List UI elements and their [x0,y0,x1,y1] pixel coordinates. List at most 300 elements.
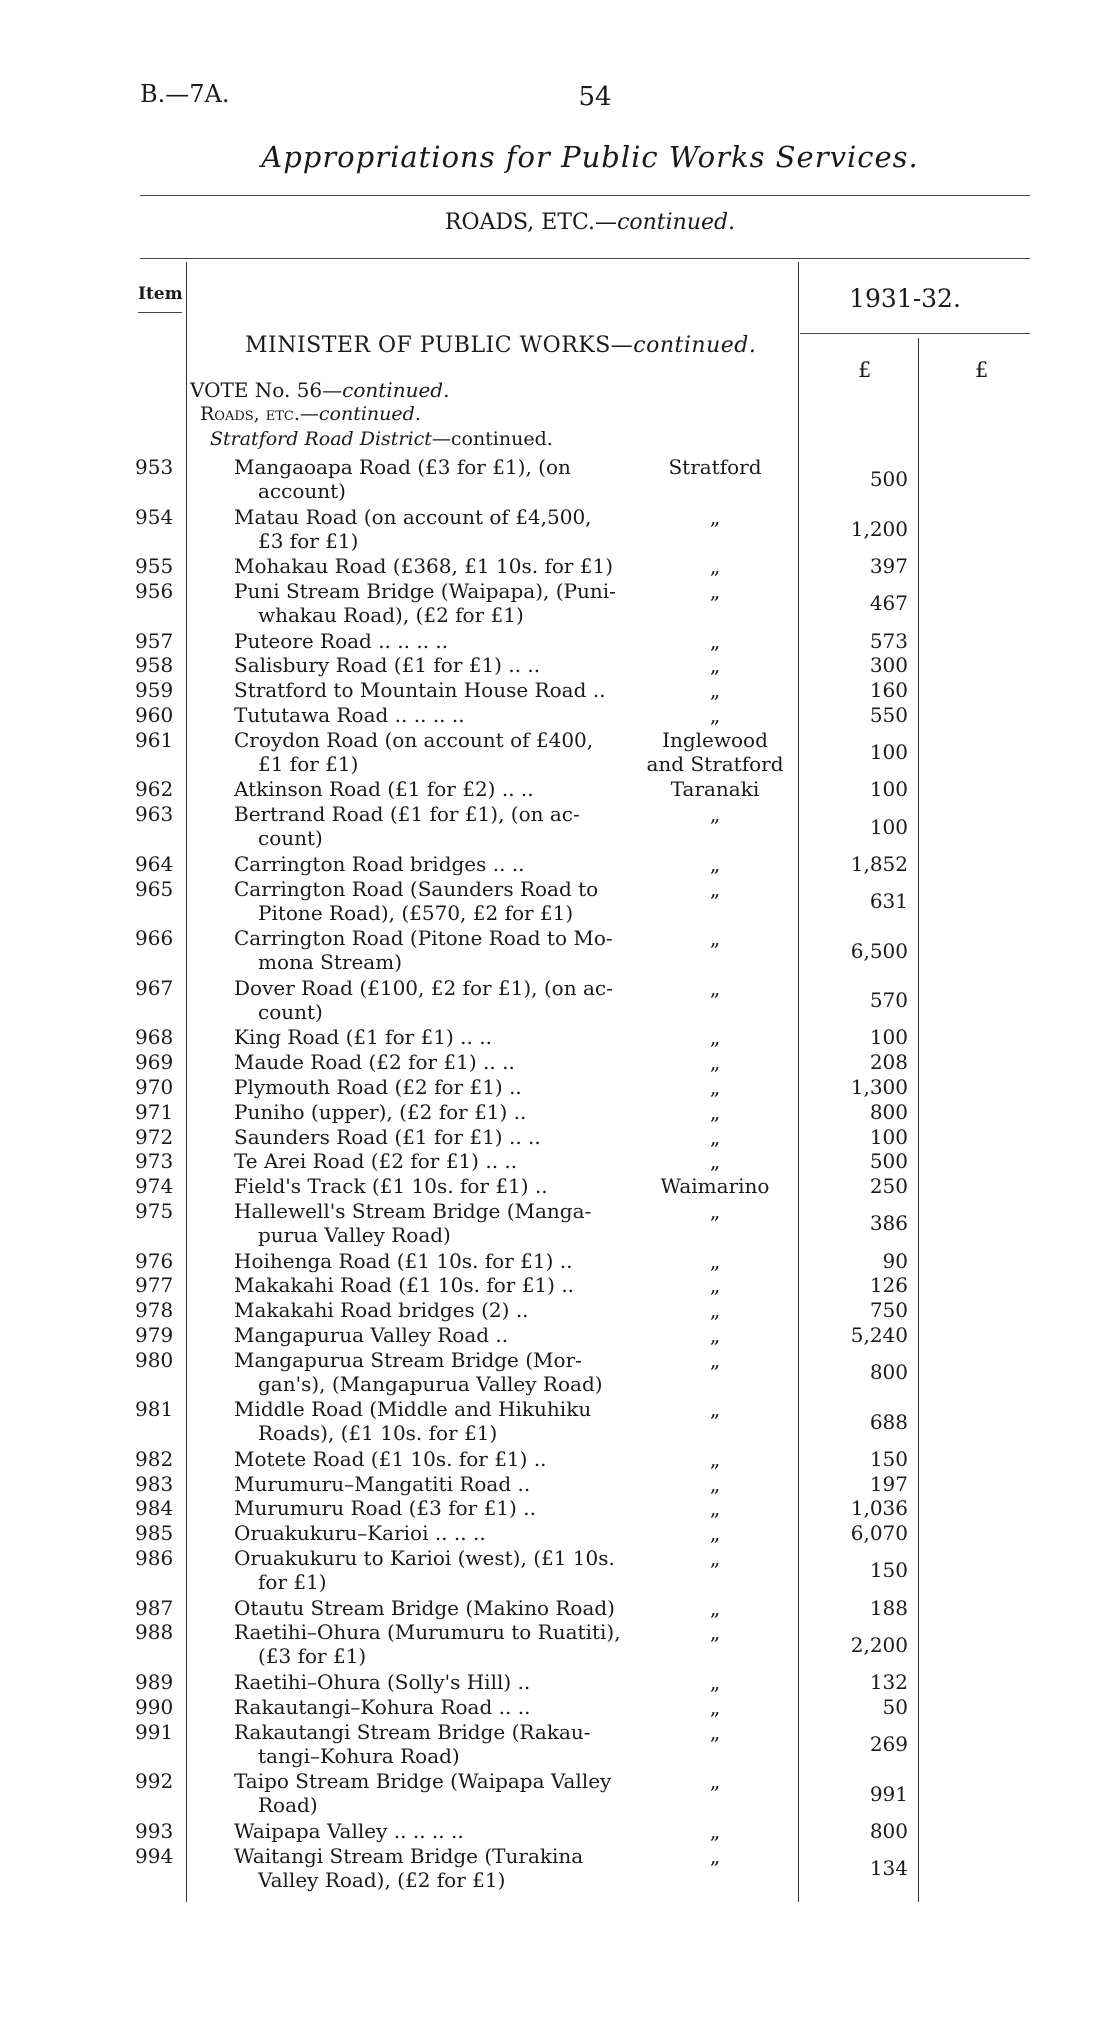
item-amount: 800 [869,1818,908,1843]
table-row [0,1695,1114,1720]
item-number: 983 [135,1471,174,1496]
location-line: „ [709,1769,721,1794]
table-row [0,1050,1114,1075]
item-number: 963 [135,802,174,827]
description-line: mona Stream) [258,950,402,975]
table-row [0,1298,1114,1323]
location-line: „ [709,1322,721,1347]
description-line: purua Valley Road) [258,1222,451,1247]
location-line: Waimarino [660,1174,770,1199]
description-line: Motete Road (£1 10s. for £1) .. [234,1446,547,1471]
item-description [234,1472,626,1496]
description-line: £1 for £1) [258,751,359,776]
item-amount: 500 [869,1149,908,1174]
item-amount: 1,852 [850,851,908,876]
description-line: Maude Road (£2 for £1) .. .. [234,1050,515,1075]
item-amount: 991 [869,1781,908,1806]
item-number: 972 [135,1124,174,1149]
table-row [0,455,1114,505]
location-line: Stratford [668,455,762,479]
location-line: „ [709,1273,721,1298]
description-line: Waipapa Valley .. .. .. .. [234,1818,464,1843]
district-subheading-italic: Stratford Road District— [210,428,451,450]
description-line: Mangaoapa Road (£3 for £1), (on [234,455,571,479]
item-amount: 100 [869,1025,908,1050]
item-location [640,703,790,727]
item-description [234,629,626,653]
location-line: „ [709,926,721,951]
item-location [640,1472,790,1496]
item-description [234,505,626,553]
table-row [0,505,1114,555]
item-description [234,703,626,727]
description-line: Otautu Stream Bridge (Makino Road) [234,1595,615,1620]
minister-heading [245,333,756,358]
location-line: „ [709,1074,721,1099]
description-line: whakau Road), (£2 for £1) [258,602,524,627]
table-row [0,877,1114,927]
item-location [640,554,790,578]
item-location [640,1323,790,1347]
description-line: Makakahi Road bridges (2) .. [234,1298,529,1323]
item-location [640,976,790,1000]
item-number: 956 [135,578,174,603]
description-line: Roads), (£1 10s. for £1) [258,1421,498,1446]
item-location [640,877,790,901]
item-description [234,926,626,974]
item-location [640,678,790,702]
description-line: £3 for £1) [258,528,359,553]
item-location [640,1620,790,1644]
description-line: Rakautangi Stream Bridge (Rakau- [234,1719,591,1744]
item-description [234,653,626,677]
description-line: count) [258,999,323,1024]
item-number: 957 [135,628,174,653]
location-line: „ [709,1446,721,1471]
table-row [0,1323,1114,1348]
item-description [234,1496,626,1520]
document-reference: B.—7A. [140,80,230,108]
table-row [0,1348,1114,1398]
table-row [0,1670,1114,1695]
location-line: „ [709,578,721,603]
item-amount: 250 [869,1174,908,1199]
table-row [0,1100,1114,1125]
item-location [640,1397,790,1421]
item-description [234,678,626,702]
location-line: „ [709,975,721,1000]
column-header-year: 1931-32. [849,284,961,313]
item-description [234,976,626,1024]
table-row [0,852,1114,877]
item-description [234,1100,626,1124]
district-subheading-rest: continued. [450,428,553,450]
item-number: 974 [135,1174,174,1199]
item-location [640,1050,790,1074]
item-description [234,579,626,627]
item-location [640,1348,790,1372]
location-line: „ [709,1124,721,1149]
item-number: 989 [135,1670,174,1695]
description-line: Atkinson Road (£1 for £2) .. .. [234,777,534,802]
table-row [0,653,1114,678]
description-line: Road) [258,1793,318,1818]
item-location [640,1546,790,1570]
item-number: 987 [135,1595,174,1620]
item-description [234,1249,626,1273]
table-row [0,579,1114,629]
table-row [0,1496,1114,1521]
column-header-pound-2: £ [975,358,989,382]
location-line: „ [709,1620,721,1645]
appropriations-table [0,455,1114,1893]
table-row [0,1521,1114,1546]
item-location [640,1100,790,1124]
location-line: „ [709,1546,721,1571]
table-row [0,1174,1114,1199]
item-description [234,1125,626,1149]
table-row [0,703,1114,728]
table-row [0,1546,1114,1596]
item-location [640,802,790,826]
item-amount: 100 [869,1124,908,1149]
location-line: „ [709,1471,721,1496]
item-location [640,629,790,653]
item-location [640,1720,790,1744]
description-line: Stratford to Mountain House Road .. [234,678,606,703]
item-number: 962 [135,777,174,802]
table-row [0,728,1114,778]
item-description [234,1844,626,1892]
item-description [234,852,626,876]
location-line: „ [709,1496,721,1521]
item-location [640,1174,790,1198]
location-line: „ [709,678,721,703]
location-line: „ [709,1694,721,1719]
item-amount: 90 [882,1248,908,1273]
item-location [640,1819,790,1843]
description-line: Pitone Road), (£570, £2 for £1) [258,900,574,925]
item-amount: 631 [869,888,908,913]
section-heading-main: ROADS, ETC.— [444,210,618,235]
description-line: Matau Road (on account of £4,500, [234,504,592,529]
item-number: 992 [135,1769,174,1794]
description-line: Valley Road), (£2 for £1) [258,1867,506,1892]
location-line: „ [709,1397,721,1422]
item-amount: 800 [869,1099,908,1124]
item-description [234,1025,626,1049]
description-line: Plymouth Road (£2 for £1) .. [234,1074,522,1099]
description-line: Mangapurua Stream Bridge (Mor- [234,1347,582,1372]
item-location [640,1844,790,1868]
item-description [234,1769,626,1817]
table-row [0,1273,1114,1298]
table-row [0,629,1114,654]
item-amount: 50 [882,1694,908,1719]
table-row [0,1149,1114,1174]
item-description [234,1720,626,1768]
location-line: „ [709,802,721,827]
location-line: „ [709,1843,721,1868]
location-line: „ [709,1719,721,1744]
page-title: Appropriations for Public Works Services. [261,140,919,174]
item-number: 964 [135,851,174,876]
item-location [640,653,790,677]
item-number: 980 [135,1347,174,1372]
description-line: Waitangi Stream Bridge (Turakina [234,1843,584,1868]
location-line: „ [709,1521,721,1546]
table-row [0,1075,1114,1100]
item-location [640,1769,790,1793]
item-number: 984 [135,1496,174,1521]
item-amount: 100 [869,777,908,802]
item-location [640,1199,790,1223]
table-row [0,1472,1114,1497]
description-line: gan's), (Mangapurua Valley Road) [258,1371,603,1396]
item-description [234,877,626,925]
location-line: Inglewood [662,727,768,752]
item-location [640,505,790,529]
item-amount: 132 [869,1670,908,1695]
table-row [0,1025,1114,1050]
item-number: 979 [135,1322,174,1347]
item-description [234,1596,626,1620]
table-row [0,802,1114,852]
description-line: for £1) [258,1570,327,1595]
item-description [234,1298,626,1322]
location-line: „ [709,876,721,901]
table-row [0,1819,1114,1844]
description-line: Puteore Road .. .. .. .. [234,628,449,653]
table-row [0,1125,1114,1150]
table-row [0,777,1114,802]
description-line: Puni Stream Bridge (Waipapa), (Puni- [234,578,616,603]
location-line: „ [709,1670,721,1695]
item-location [640,1521,790,1545]
description-line: (£3 for £1) [258,1644,367,1669]
table-row [0,926,1114,976]
item-description [234,1075,626,1099]
description-line: Taipo Stream Bridge (Waipapa Valley [234,1769,612,1794]
description-line: Oruakukuru–Karioi .. .. .. [234,1521,486,1546]
table-row [0,554,1114,579]
description-line: Middle Road (Middle and Hikuhiku [234,1397,592,1422]
item-location [640,579,790,603]
item-location [640,1149,790,1173]
vote-heading [190,378,449,402]
item-header-rule [138,312,182,313]
item-number: 966 [135,926,174,951]
vote-heading-italic: continued. [342,378,450,402]
item-amount: 2,200 [850,1632,908,1657]
description-line: Saunders Road (£1 for £1) .. .. [234,1124,541,1149]
item-description [234,1620,626,1668]
item-location [640,1125,790,1149]
item-amount: 150 [869,1446,908,1471]
item-number: 976 [135,1248,174,1273]
item-amount: 550 [869,702,908,727]
location-line: „ [709,1818,721,1843]
item-description [234,1447,626,1471]
description-line: Mangapurua Valley Road .. [234,1322,509,1347]
item-amount: 5,240 [850,1322,908,1347]
description-line: Raetihi–Ohura (Murumuru to Ruatiti), [234,1620,621,1645]
table-top-rule [140,258,1030,259]
item-amount: 100 [869,814,908,839]
location-line: „ [709,1298,721,1323]
item-amount: 300 [869,653,908,678]
location-line: „ [709,504,721,529]
location-line: „ [709,851,721,876]
item-amount: 197 [869,1471,908,1496]
description-line: Tututawa Road .. .. .. .. [234,702,465,727]
item-amount: 467 [869,591,908,616]
item-location [640,1496,790,1520]
description-line: Carrington Road (Pitone Road to Mo- [234,926,613,951]
roads-subheading-italic: continued. [318,403,421,425]
item-description [234,1149,626,1173]
item-amount: 1,036 [850,1496,908,1521]
table-row [0,976,1114,1026]
item-location [640,455,790,479]
location-line: „ [709,1099,721,1124]
section-heading [0,210,1114,235]
item-amount: 570 [869,988,908,1013]
item-description [234,1323,626,1347]
item-description [234,802,626,850]
item-number: 961 [135,727,174,752]
column-header-pound-1: £ [858,358,872,382]
description-line: Carrington Road bridges .. .. [234,851,525,876]
description-line: Rakautangi–Kohura Road .. .. [234,1694,531,1719]
description-line: Hallewell's Stream Bridge (Manga- [234,1198,592,1223]
item-amount: 800 [869,1360,908,1385]
item-number: 955 [135,554,174,579]
district-subheading [210,428,553,450]
item-number: 988 [135,1620,174,1645]
table-row [0,678,1114,703]
item-location [640,926,790,950]
location-line: and Stratford [646,751,784,776]
item-description [234,1273,626,1297]
page-number: 54 [578,82,612,112]
location-line: „ [709,1198,721,1223]
description-line: Carrington Road (Saunders Road to [234,876,599,901]
item-description [234,1670,626,1694]
description-line: Makakahi Road (£1 10s. for £1) .. [234,1273,575,1298]
item-description [234,1819,626,1843]
item-amount: 6,500 [850,938,908,963]
item-number: 982 [135,1446,174,1471]
item-location [640,1695,790,1719]
item-number: 970 [135,1074,174,1099]
item-number: 977 [135,1273,174,1298]
table-row [0,1249,1114,1274]
item-description [234,777,626,801]
description-line: Oruakukuru to Karioi (west), (£1 10s. [234,1546,615,1571]
item-amount: 269 [869,1732,908,1757]
item-number: 985 [135,1521,174,1546]
item-number: 969 [135,1050,174,1075]
description-line: account) [258,479,346,503]
item-location [640,1298,790,1322]
item-number: 953 [135,455,174,479]
table-row [0,1620,1114,1670]
item-description [234,455,626,503]
description-line: Raetihi–Ohura (Solly's Hill) .. [234,1670,531,1695]
item-number: 958 [135,653,174,678]
item-location [640,1447,790,1471]
item-number: 993 [135,1818,174,1843]
column-header-item: Item [138,284,183,304]
item-description [234,1174,626,1198]
item-description [234,1695,626,1719]
section-heading-italic: continued. [617,210,736,235]
item-location [640,1025,790,1049]
description-line: Murumuru Road (£3 for £1) .. [234,1496,536,1521]
title-rule [140,195,1030,196]
minister-heading-italic: continued. [633,333,757,358]
item-amount: 6,070 [850,1521,908,1546]
item-number: 981 [135,1397,174,1422]
item-location [640,1075,790,1099]
item-number: 990 [135,1694,174,1719]
description-line: Hoihenga Road (£1 10s. for £1) .. [234,1248,573,1273]
location-line: „ [709,628,721,653]
item-description [234,1546,626,1594]
item-description [234,728,626,776]
table-row [0,1397,1114,1447]
location-line: „ [709,1149,721,1174]
location-line: „ [709,1025,721,1050]
item-location [640,1596,790,1620]
item-description [234,1348,626,1396]
item-amount: 126 [869,1273,908,1298]
description-line: Dover Road (£100, £2 for £1), (on ac- [234,975,613,1000]
description-line: Salisbury Road (£1 for £1) .. .. [234,653,541,678]
table-row [0,1720,1114,1770]
item-amount: 150 [869,1558,908,1583]
item-amount: 750 [869,1298,908,1323]
item-location [640,1249,790,1273]
item-location [640,728,790,776]
item-number: 954 [135,504,174,529]
table-row [0,1769,1114,1819]
item-amount: 397 [869,554,908,579]
item-description [234,1397,626,1445]
table-row [0,1844,1114,1894]
item-amount: 160 [869,678,908,703]
description-line: Puniho (upper), (£2 for £1) .. [234,1099,527,1124]
item-number: 978 [135,1298,174,1323]
item-number: 960 [135,702,174,727]
item-amount: 208 [869,1050,908,1075]
item-location [640,1670,790,1694]
description-line: Field's Track (£1 10s. for £1) .. [234,1174,548,1199]
item-number: 986 [135,1546,174,1571]
item-description [234,554,626,578]
table-row [0,1596,1114,1621]
table-row [0,1447,1114,1472]
location-line: „ [709,1595,721,1620]
description-line: Murumuru–Mangatiti Road .. [234,1471,531,1496]
item-number: 965 [135,876,174,901]
location-line: „ [709,554,721,579]
location-line: „ [709,653,721,678]
description-line: Bertrand Road (£1 for £1), (on ac- [234,802,580,827]
item-number: 967 [135,975,174,1000]
year-header-rule [800,333,1030,334]
